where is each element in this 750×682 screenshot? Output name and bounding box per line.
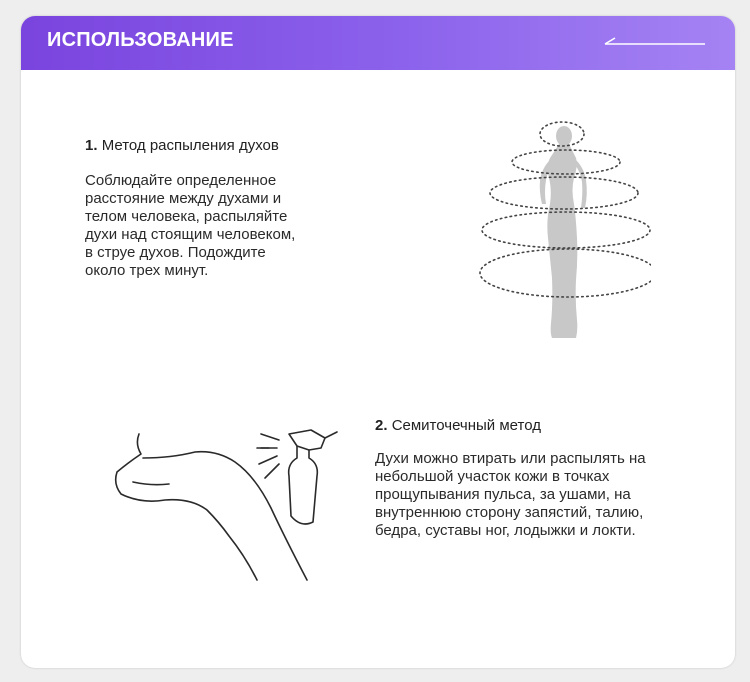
section-2-title: Семиточечный метод [391, 417, 541, 434]
section-1-body [85, 172, 295, 280]
woman-in-perfume-mist-icon [476, 108, 651, 346]
section-1-line: телом человека, распыляйте [85, 208, 288, 225]
section-2-number: 2. [375, 417, 388, 434]
section-2-line: небольшой участок кожи в точках [375, 468, 610, 485]
usage-card [21, 16, 735, 668]
section-1-line: около трех минут. [85, 262, 209, 279]
spray-on-wrist-icon [111, 412, 341, 587]
section-2-body [375, 450, 646, 540]
section-1-line: расстояние между духами и [85, 190, 282, 207]
section-2-line: Духи можно втирать или распылять на [375, 450, 646, 467]
header-bar [21, 16, 735, 70]
page-title: ИСПОЛЬЗОВАНИЕ [47, 29, 234, 51]
section-1-line: в струе духов. Подождите [85, 244, 266, 261]
section-1-line: духи над стоящим человеком, [85, 226, 296, 243]
arrow-left-line-icon [599, 36, 709, 50]
section-2-line: внутреннюю сторону запястий, талию, [375, 504, 644, 521]
section-2-line: бедра, суставы ног, лодыжки и локти. [375, 522, 636, 539]
section-1-heading [85, 137, 279, 154]
section-1-number: 1. [85, 137, 98, 154]
section-2-line: прощупывания пульса, за ушами, на [375, 486, 631, 503]
section-1-line: Соблюдайте определенное [85, 172, 277, 189]
section-2-heading [375, 417, 541, 434]
section-1-title: Метод распыления духов [101, 137, 279, 154]
